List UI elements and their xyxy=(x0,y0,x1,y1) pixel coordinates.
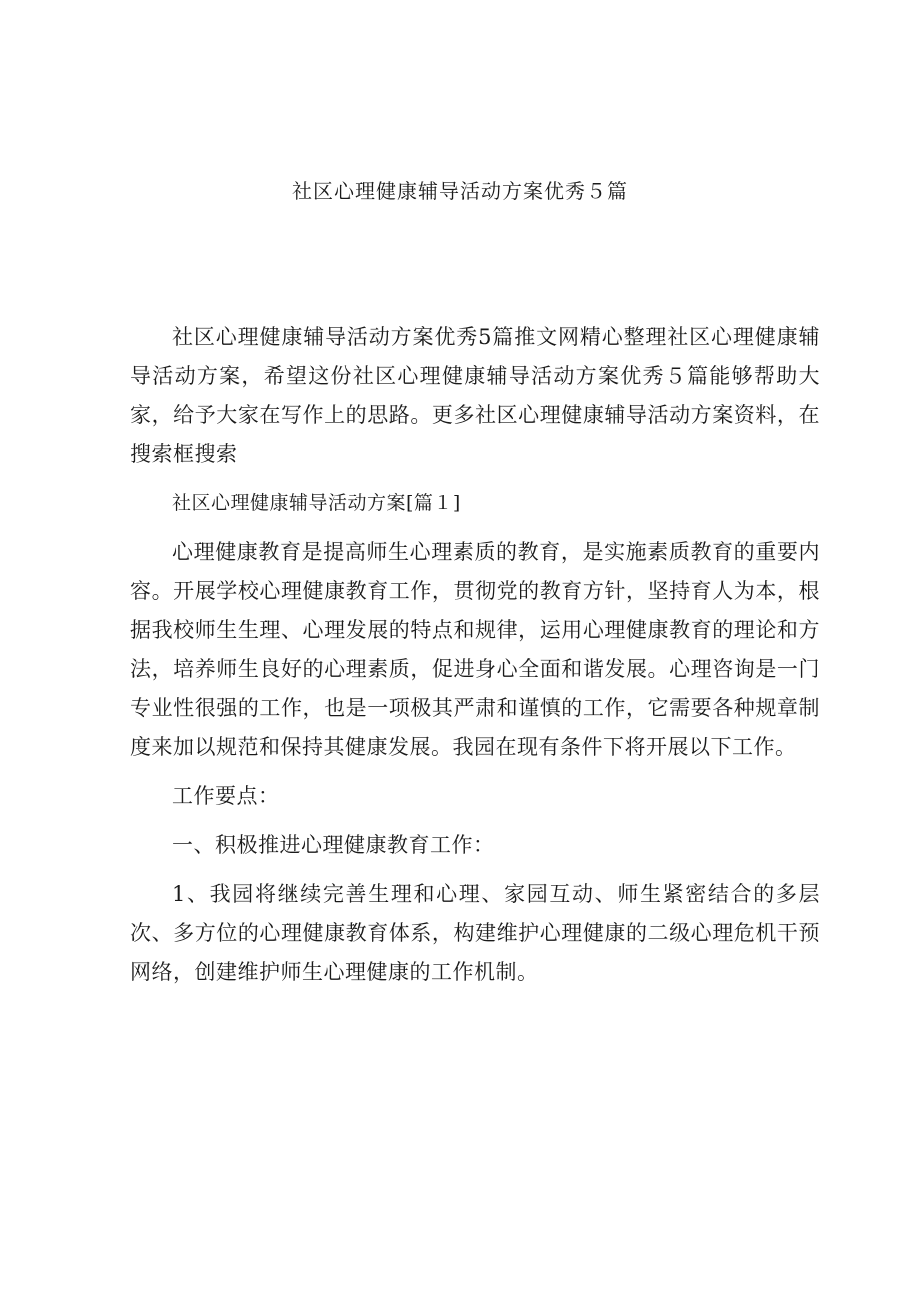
body-paragraph-mental-health-education: 心理健康教育是提高师生心理素质的教育，是实施素质教育的重要内容。开展学校心理健康教育工作，贯彻党的教育方针，坚持育人为本，根据我校师生生理、心理发展的特点和规律，运用心理健康教育的理论和方法，培养师生良好的心理素质，促进身心全面和谐发展。心理咨询是一门专业性很强的工作，也是一项极其严肃和谨慎的工作，它需要各种规章制度来加以规范和保持其健康发展。我园在现有条件下将开展以下工作。 xyxy=(130,540,820,759)
subsection-heading-1: 一、积极推进心理健康教育工作： xyxy=(172,833,495,857)
list-item-1: 1、我园将继续完善生理和心理、家园互动、师生紧密结合的多层次、多方位的心理健康教育体系，构建维护心理健康的二级心理危机干预网络，创建维护师生心理健康的工作机制。 xyxy=(130,882,820,984)
document-title: 社区心理健康辅导活动方案优秀５篇 xyxy=(292,179,628,203)
intro-paragraph: 社区心理健康辅导活动方案优秀5篇推文网精心整理社区心理健康辅导活动方案，希望这份社区心理健康辅导活动方案优秀５篇能够帮助大家，给予大家在写作上的思路。更多社区心理健康辅导活动方案资料，在搜索框搜索 xyxy=(130,325,820,466)
document-body xyxy=(130,318,820,992)
section-heading-part-1: 社区心理健康辅导活动方案[篇１] xyxy=(172,492,461,514)
work-points-heading: 工作要点： xyxy=(172,784,280,808)
